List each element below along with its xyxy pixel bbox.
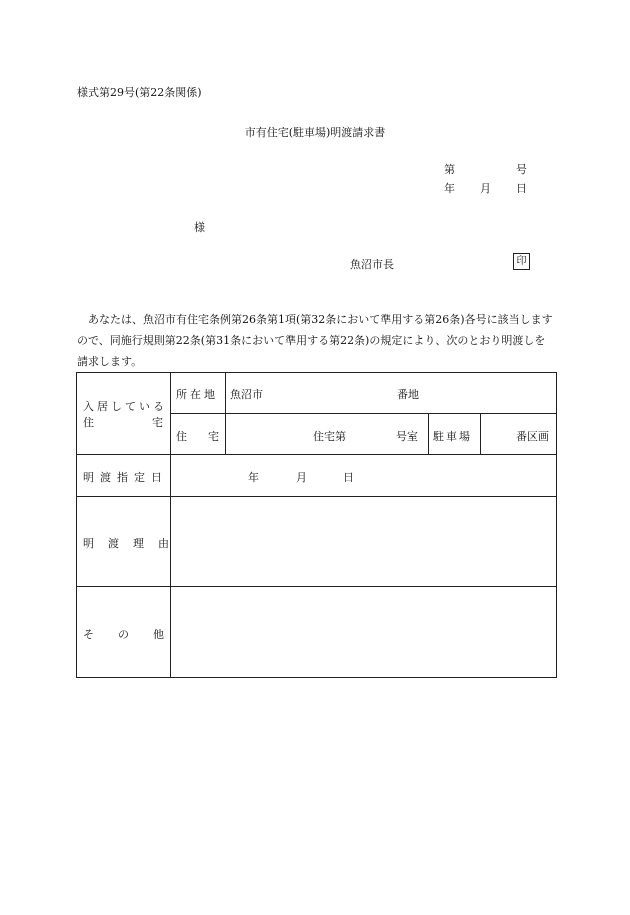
residence-label-char-b: 宅 — [152, 416, 163, 429]
parking-label: 駐車場 — [433, 430, 472, 443]
room-number-label: 号室 — [396, 430, 418, 443]
date-year: 年 — [444, 182, 455, 195]
residence-label-line2 — [83, 414, 163, 430]
house-label-char-b: 宅 — [208, 430, 219, 443]
location-banchi: 番地 — [397, 388, 419, 401]
table-border-left — [76, 372, 77, 678]
table-parking-divider-right — [480, 413, 481, 454]
table-border-bottom — [76, 677, 557, 678]
residence-label-line1: 入居している — [83, 400, 167, 413]
request-body-text — [77, 309, 555, 372]
house-label — [176, 428, 219, 444]
document-title: 市有住宅(駐車場)明渡請求書 — [244, 126, 386, 139]
eviction-reason-label: 明渡理由 — [83, 537, 183, 550]
location-label: 所在地 — [176, 388, 218, 401]
house-label-char-a: 住 — [176, 430, 187, 443]
parking-section-label: 番区画 — [516, 430, 549, 443]
body-paragraph: あなたは、魚沼市有住宅条例第26条第1項(第32条において準用する第26条)各号に該当しますので、同施行規則第22条(第31条において準用する第22条)の規定により、次のとおり明渡しを請求します。 — [77, 313, 553, 368]
table-line-3 — [76, 586, 557, 587]
residence-label-char-a: 住 — [83, 416, 94, 429]
table-line-2 — [76, 496, 557, 497]
table-border-top — [76, 372, 557, 373]
eviction-month: 月 — [296, 471, 307, 484]
date-day: 日 — [516, 182, 527, 195]
addressee-honorific: 様 — [194, 221, 205, 234]
eviction-day: 日 — [343, 471, 354, 484]
issuer-name: 魚沼市長 — [350, 258, 394, 271]
other-label: その他 — [83, 628, 188, 641]
house-number-label: 住宅第 — [313, 430, 346, 443]
seal-mark: 印 — [513, 253, 530, 270]
table-parking-divider-left — [428, 413, 429, 454]
request-table — [76, 372, 557, 678]
location-city: 魚沼市 — [230, 388, 263, 401]
number-suffix: 号 — [516, 163, 527, 176]
eviction-year: 年 — [248, 471, 259, 484]
table-border-right — [556, 372, 557, 678]
number-prefix: 第 — [444, 163, 455, 176]
table-line-residence-mid — [170, 413, 557, 414]
table-sublabel-divider — [225, 372, 226, 454]
table-line-1 — [76, 454, 557, 455]
date-month: 月 — [480, 182, 491, 195]
form-number: 様式第29号(第22条関係) — [77, 86, 202, 99]
eviction-date-label: 明渡指定日 — [83, 471, 168, 484]
